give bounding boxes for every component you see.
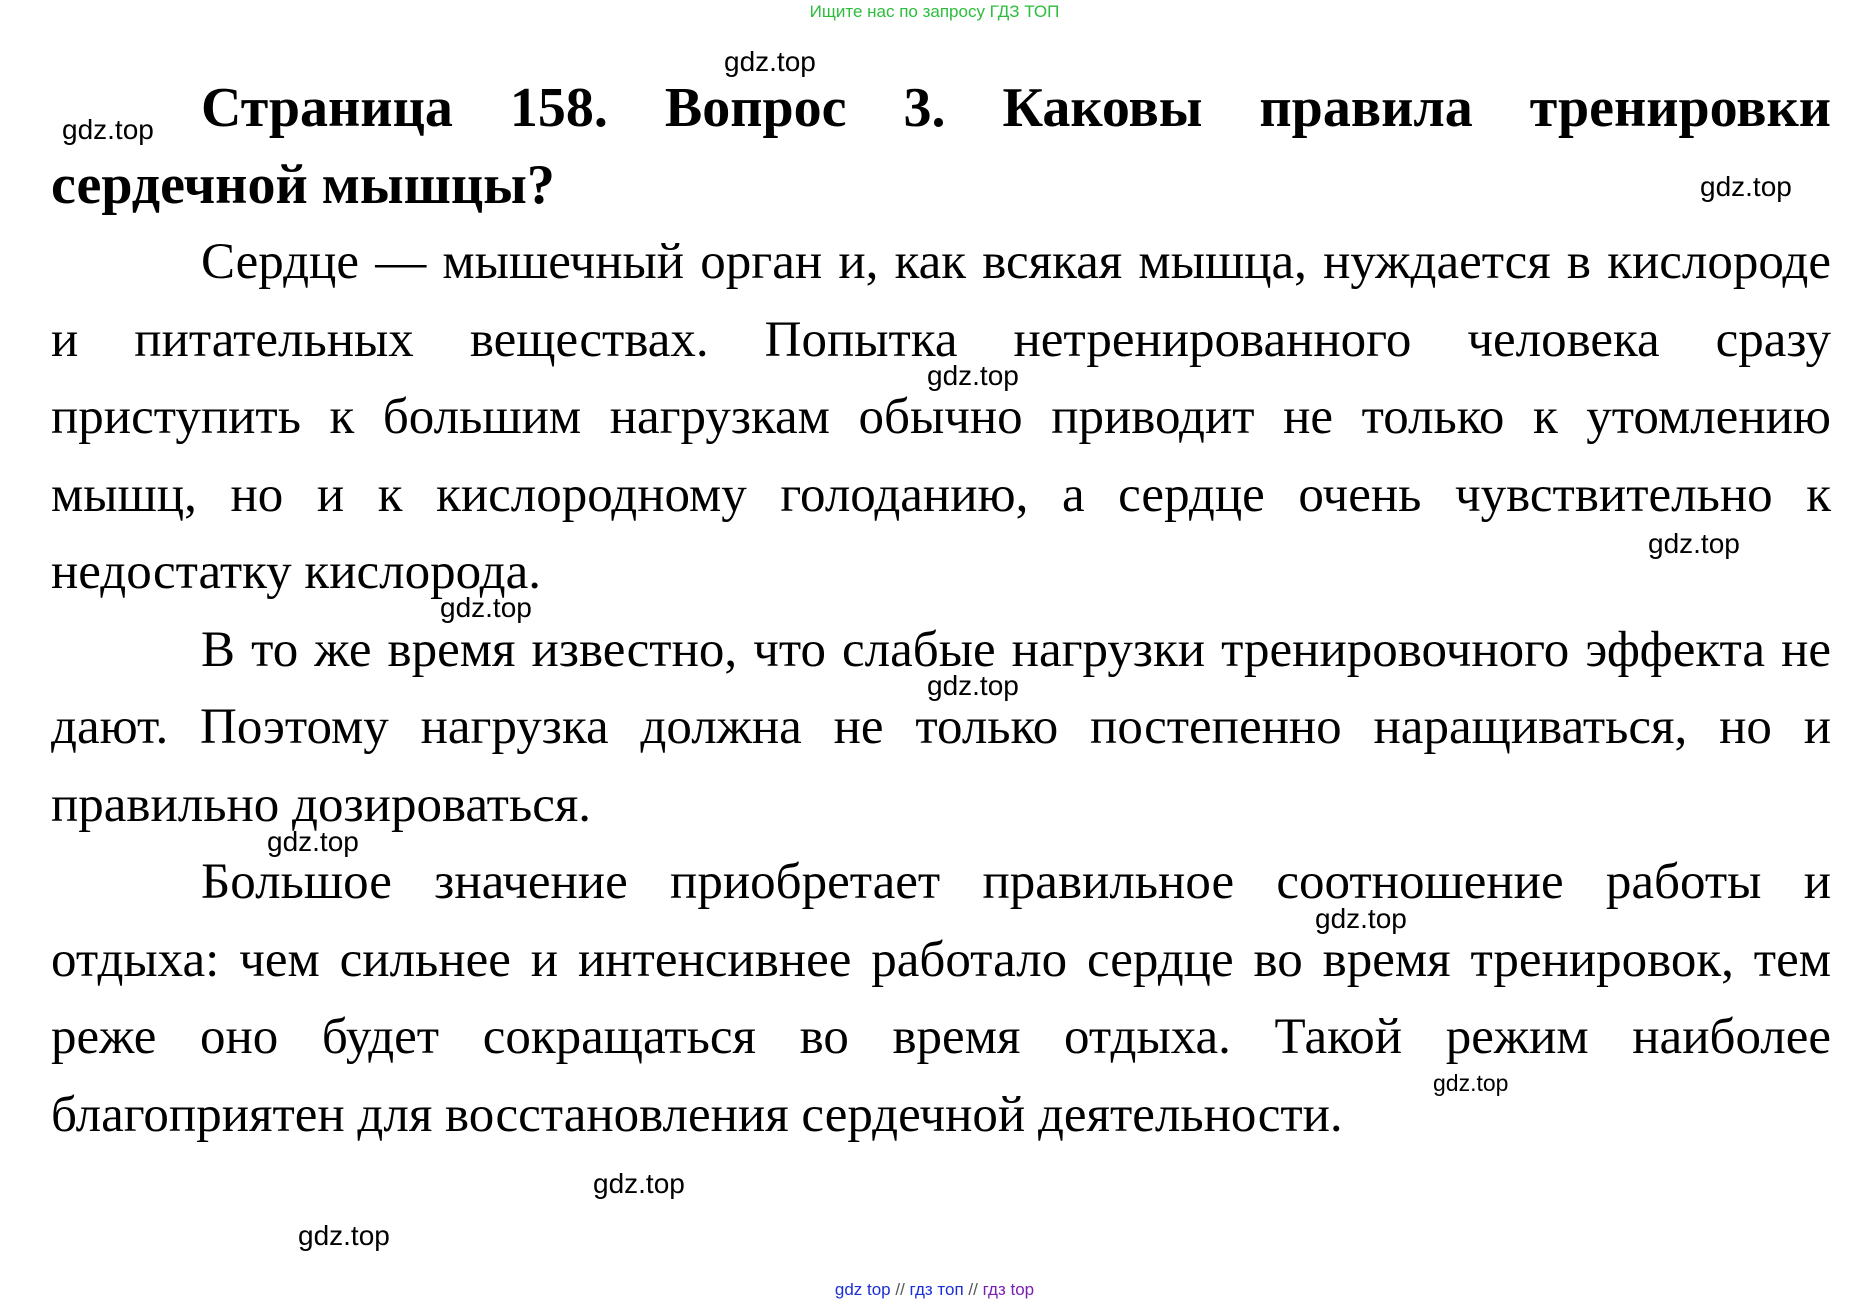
watermark: gdz.top [440,592,532,623]
watermark: gdz.top [1433,1070,1509,1096]
footer-separator: // [895,1280,905,1299]
watermark: gdz.top [62,114,154,145]
footer-links [0,1280,1869,1300]
watermark: gdz.top [267,826,359,857]
answer-content [51,70,1831,1154]
watermark: gdz.top [724,46,816,77]
question-heading: Страница 158. Вопрос 3. Каковы правила тренировки сердечной мышцы? [51,77,1831,216]
footer-link-gdz-top[interactable]: gdz top [834,1280,891,1299]
footer-link-gdz-top-mixed[interactable]: гдз top [982,1280,1035,1299]
watermark: gdz.top [1700,171,1792,202]
watermark: gdz.top [298,1220,390,1251]
search-banner: Ищите нас по запросу ГДЗ ТОП [809,2,1060,21]
watermark: gdz.top [1315,903,1407,934]
footer-separator: // [968,1280,978,1299]
paragraph-3: Большое значение приобретает правильное соотношение работы и отдыха: чем сильнее и интенсивнее работало сердце во время тренировок, тем реже оно будет сокращаться во время отдыха. Такой режим наиболее благоприятен для восстановления сердечной деятельности. [51,854,1831,1143]
watermark: gdz.top [593,1168,685,1199]
paragraph-2: В то же время известно, что слабые нагрузки тренировочного эффекта не дают. Поэтому нагрузка должна не только постепенно наращиваться, но и правильно дозироваться. [51,621,1831,833]
watermark: gdz.top [1648,528,1740,559]
paragraph-1: Сердце — мышечный орган и, как всякая мышца, нуждается в кислороде и питательных веществах. Попытка нетренированного человека сразу приступить к большим нагрузкам обычно приводит не только к утомлению мышц, но и к кислородному голоданию, а сердце очень чувствительно к недостатку кислорода. [51,234,1831,600]
watermark: gdz.top [927,360,1019,391]
watermark: gdz.top [927,670,1019,701]
footer-link-gdz-top-ru[interactable]: гдз топ [909,1280,964,1299]
